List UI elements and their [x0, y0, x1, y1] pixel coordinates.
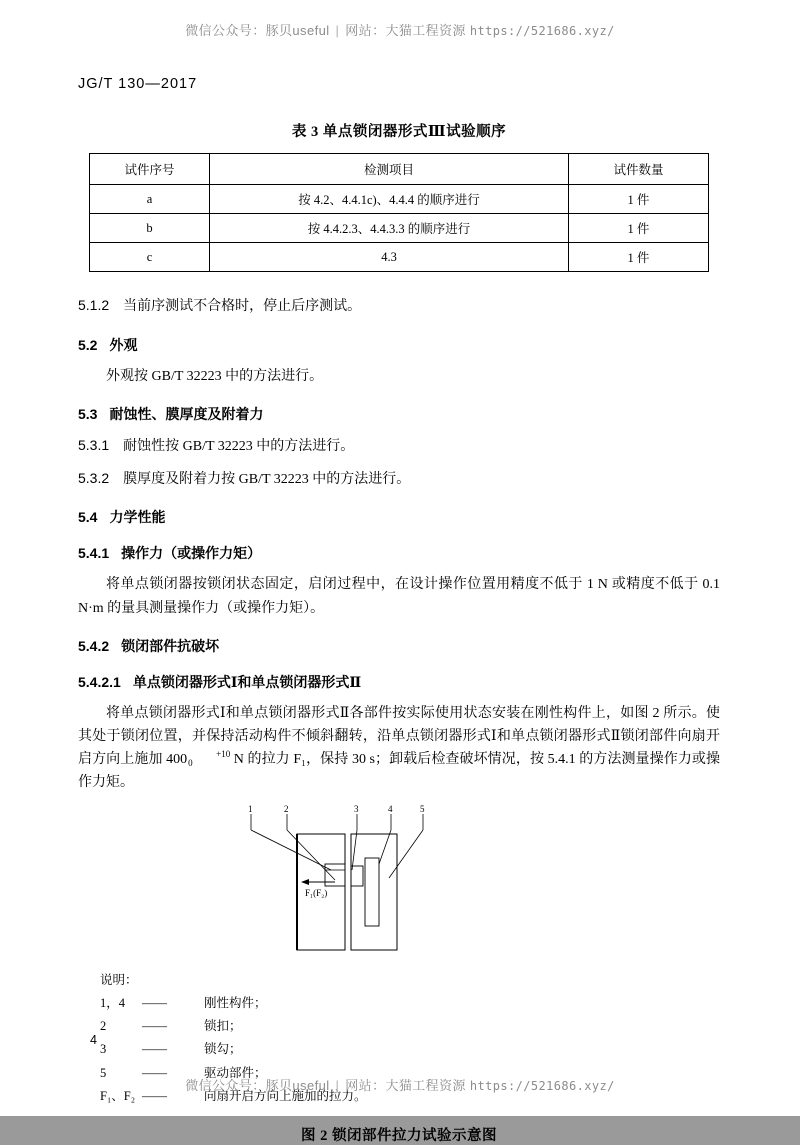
legend-dash: ——	[142, 996, 167, 1011]
clause-5-4-heading	[78, 507, 720, 527]
clause-title: 外观	[109, 338, 138, 354]
legend-text: 锁勾；	[204, 1042, 242, 1057]
legend-title: 说明：	[100, 973, 138, 988]
clause-number: 5.4.2.1	[78, 673, 121, 690]
clause-5-3-1	[78, 434, 720, 459]
lock-test-diagram	[239, 804, 559, 958]
table-row	[90, 185, 709, 214]
figure-caption: 图 2 锁闭部件拉力试验示意图	[301, 1127, 497, 1144]
clause-number: 5.4.1	[78, 545, 110, 562]
legend-dash: ——	[142, 1042, 167, 1057]
watermark-site-name: 大猫工程资源	[385, 1078, 466, 1093]
table-cell: 1 件	[569, 243, 709, 272]
legend-item	[100, 1038, 720, 1061]
clause-text: 当前序测试不合格时，停止后序测试。	[123, 299, 362, 314]
legend-dash: ——	[142, 1019, 167, 1034]
legend-item	[100, 992, 720, 1015]
table-cell: 按 4.4.2.3、4.4.3.3 的顺序进行	[210, 214, 569, 243]
clause-5-4-2-1-heading	[78, 672, 720, 692]
table-cell: b	[90, 214, 210, 243]
watermark-site-name: 大猫工程资源	[385, 23, 466, 38]
legend-dash: ——	[142, 1065, 167, 1080]
watermark-separator: |	[335, 23, 340, 38]
clause-title: 耐蚀性、膜厚度及附着力	[109, 407, 264, 423]
callout-2: 2	[284, 804, 289, 815]
clause-number: 5.3	[78, 405, 98, 422]
callout-4: 4	[388, 804, 393, 815]
legend-text: 刚性构件；	[204, 996, 267, 1011]
clause-text-part1: 将单点锁闭器形式Ⅰ和单点锁闭器形式Ⅱ各部件按实际使用状态安装在刚性构件上，如图 2 所示。使其处于锁闭位置，并保持活动构件不倾斜翻转，沿单点锁闭器形式Ⅰ和单点锁闭器形式Ⅱ锁闭部件向扇开启方向上施加 400	[78, 705, 720, 767]
watermark-wechat-label: 微信公众号：	[185, 1078, 266, 1093]
table-header-row	[90, 154, 709, 185]
clause-number: 5.3.1	[78, 436, 110, 453]
table-row	[90, 214, 709, 243]
force-tolerance-upper: +10	[216, 748, 231, 759]
legend-key: 2	[100, 1019, 107, 1034]
clause-5-3-heading	[78, 404, 720, 424]
clause-text-part2: N 的拉力 F₁，保持 30 s；卸载后检查破坏情况，按 5.4.1 的方法测量操作力或操作力矩。	[78, 751, 720, 790]
clause-5-4-2-1-body	[78, 702, 720, 794]
clause-number: 5.4	[78, 509, 98, 526]
legend-key: 1，4	[100, 996, 126, 1011]
watermark-site-label: 网站：	[345, 1078, 386, 1093]
watermark-separator: |	[335, 1078, 340, 1093]
clause-text: 膜厚度及附着力按 GB/T 32223 中的方法进行。	[123, 471, 411, 487]
clause-title: 锁闭部件抗破坏	[121, 639, 220, 655]
force-tolerance-lower: 0	[188, 758, 193, 768]
clause-title: 力学性能	[109, 511, 166, 527]
legend-text: 锁扣；	[204, 1019, 242, 1034]
clause-5-4-2-heading	[78, 636, 720, 656]
legend-text: 驱动部件；	[204, 1065, 267, 1080]
callout-1: 1	[248, 804, 253, 815]
legend-key: 3	[100, 1042, 107, 1057]
table-header-cell: 试件序号	[90, 154, 210, 185]
clause-5-3-2	[78, 467, 720, 492]
table-cell: 1 件	[569, 214, 709, 243]
legend-key: 5	[100, 1065, 107, 1080]
legend-text: 向扇开启方向上施加的拉力。	[204, 1088, 367, 1103]
test-sequence-table	[89, 153, 709, 272]
table-header-cell: 检测项目	[210, 154, 569, 185]
watermark-bottom	[0, 1075, 800, 1094]
table-cell: c	[90, 243, 210, 272]
force-tolerance	[188, 750, 230, 769]
clause-5-2-heading	[78, 335, 720, 355]
clause-number: 5.2	[78, 336, 98, 353]
page-content	[78, 76, 720, 1145]
callout-3: 3	[354, 804, 359, 815]
watermark-url: https://521686.xyz/	[469, 1079, 615, 1093]
table-cell: a	[90, 185, 210, 214]
watermark-wechat-name: 豚贝useful	[265, 23, 330, 38]
clause-title: 单点锁闭器形式Ⅰ和单点锁闭器形式Ⅱ	[132, 675, 362, 691]
watermark-url: https://521686.xyz/	[469, 24, 615, 38]
callout-5: 5	[420, 804, 425, 815]
legend-dash: ——	[142, 1088, 167, 1103]
watermark-wechat-name: 豚贝useful	[265, 1078, 330, 1093]
clause-number: 5.3.2	[78, 469, 110, 486]
clause-5-2-body: 外观按 GB/T 32223 中的方法进行。	[106, 368, 324, 384]
clause-number: 5.1.2	[78, 297, 110, 313]
page-number: 4	[90, 1033, 97, 1047]
clause-number: 5.4.2	[78, 637, 110, 654]
table-header-cell: 试件数量	[569, 154, 709, 185]
legend-key: F₁、F₂	[100, 1088, 136, 1103]
force-label: F₁(F₂)	[305, 888, 328, 899]
table-title: 表 3 单点锁闭器形式Ⅲ试验顺序	[291, 124, 507, 140]
clause-5-1-2	[78, 294, 720, 319]
clause-title: 操作力（或操作力矩）	[121, 547, 262, 563]
table-cell: 1 件	[569, 185, 709, 214]
figure-2	[78, 804, 720, 963]
clause-text: 耐蚀性按 GB/T 32223 中的方法进行。	[123, 438, 355, 454]
legend-item	[100, 1015, 720, 1038]
clause-5-4-1-body: 将单点锁闭器按锁闭状态固定，启闭过程中，在设计操作位置用精度不低于 1 N 或精度不低于 0.1 N·m 的量具测量操作力（或操作力矩）。	[78, 577, 720, 616]
table-cell: 4.3	[210, 243, 569, 272]
watermark-top	[0, 20, 800, 39]
table-cell: 按 4.2、4.4.1c)、4.4.4 的顺序进行	[210, 185, 569, 214]
table-row	[90, 243, 709, 272]
watermark-wechat-label: 微信公众号：	[185, 23, 266, 38]
clause-5-4-1-heading	[78, 543, 720, 563]
watermark-site-label: 网站：	[345, 23, 386, 38]
standard-number: JG/T 130—2017	[78, 76, 198, 92]
